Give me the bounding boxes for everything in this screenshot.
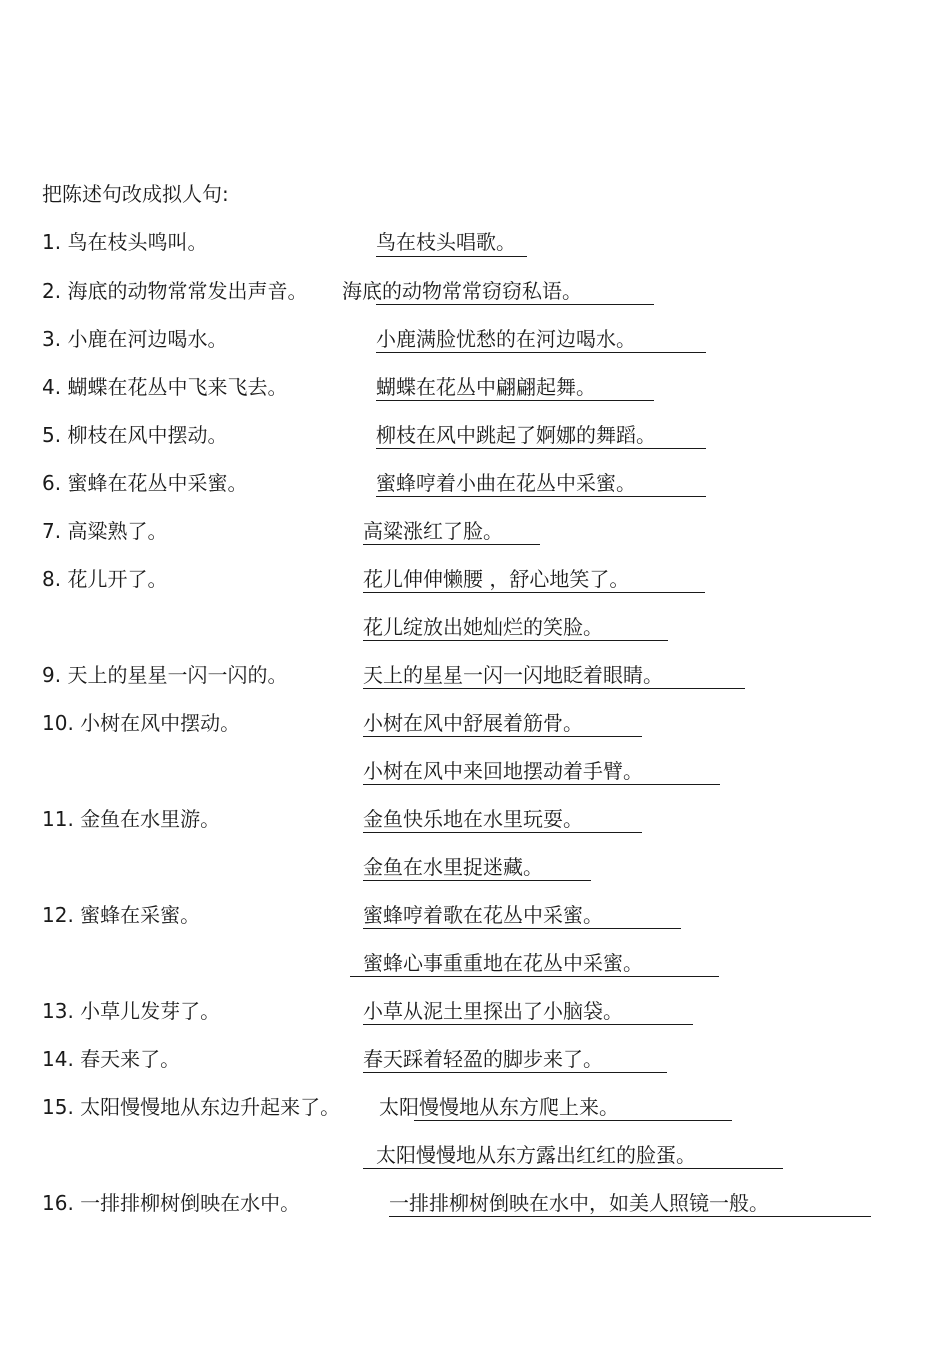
answer-underline [363,1024,693,1025]
answer-underline [389,1216,871,1217]
question-11: 11. 金鱼在水里游。 [42,807,221,831]
answer-underline [363,784,720,785]
answer-underline [376,304,654,305]
answer-13: 小草从泥土里探出了小脑袋。 [363,999,623,1023]
question-2: 2. 海底的动物常常发出声音。 [42,279,308,303]
question-16: 16. 一排排柳树倒映在水中。 [42,1191,301,1215]
answer-underline [363,688,745,689]
question-5: 5. 柳枝在风中摆动。 [42,423,228,447]
answer-15a: 太阳慢慢地从东方爬上来。 [379,1095,619,1119]
question-9: 9. 天上的星星一闪一闪的。 [42,663,288,687]
answer-10a: 小树在风中舒展着筋骨。 [363,711,583,735]
answer-14: 春天踩着轻盈的脚步来了。 [363,1047,603,1071]
answer-12b: 蜜蜂心事重重地在花丛中采蜜。 [363,951,643,975]
question-14: 14. 春天来了。 [42,1047,181,1071]
answer-underline [363,736,642,737]
question-1: 1. 鸟在枝头鸣叫。 [42,230,208,254]
answer-underline [376,400,654,401]
question-4: 4. 蝴蝶在花丛中飞来飞去。 [42,375,288,399]
question-10: 10. 小树在风中摆动。 [42,711,241,735]
answer-6: 蜜蜂哼着小曲在花丛中采蜜。 [376,471,636,495]
answer-9: 天上的星星一闪一闪地眨着眼睛。 [363,663,663,687]
answer-7: 高粱涨红了脸。 [363,519,503,543]
answer-underline [363,1072,667,1073]
answer-underline [350,976,719,977]
answer-underline [363,544,540,545]
answer-5: 柳枝在风中跳起了婀娜的舞蹈。 [376,423,656,447]
answer-3: 小鹿满脸忧愁的在河边喝水。 [376,327,636,351]
question-12: 12. 蜜蜂在采蜜。 [42,903,201,927]
answer-2: 海底的动物常常窃窃私语。 [342,279,582,303]
answer-11a: 金鱼快乐地在水里玩耍。 [363,807,583,831]
answer-underline [363,1168,783,1169]
question-7: 7. 高粱熟了。 [42,519,168,543]
answer-10b: 小树在风中来回地摆动着手臂。 [363,759,643,783]
question-15: 15. 太阳慢慢地从东边升起来了。 [42,1095,341,1119]
answer-4: 蝴蝶在花丛中翩翩起舞。 [376,375,596,399]
answer-underline [376,352,706,353]
answer-underline [376,496,706,497]
question-8: 8. 花儿开了。 [42,567,168,591]
answer-underline [376,256,527,257]
answer-16: 一排排柳树倒映在水中，如美人照镜一般。 [389,1191,769,1215]
answer-underline [363,880,591,881]
answer-underline [363,640,668,641]
answer-underline [363,592,705,593]
worksheet-title: 把陈述句改成拟人句: [42,182,229,206]
answer-11b: 金鱼在水里捉迷藏。 [363,855,543,879]
question-3: 3. 小鹿在河边喝水。 [42,327,228,351]
answer-12a: 蜜蜂哼着歌在花丛中采蜜。 [363,903,603,927]
answer-15b: 太阳慢慢地从东方露出红红的脸蛋。 [376,1143,696,1167]
question-6: 6. 蜜蜂在花丛中采蜜。 [42,471,248,495]
answer-8a: 花儿伸伸懒腰 ，舒心地笑了。 [363,567,630,591]
answer-8b: 花儿绽放出她灿烂的笑脸。 [363,615,603,639]
answer-underline [376,448,706,449]
answer-underline [414,1120,732,1121]
answer-underline [363,832,642,833]
answer-1: 鸟在枝头唱歌。 [376,230,516,254]
question-13: 13. 小草儿发芽了。 [42,999,221,1023]
answer-underline [363,928,681,929]
